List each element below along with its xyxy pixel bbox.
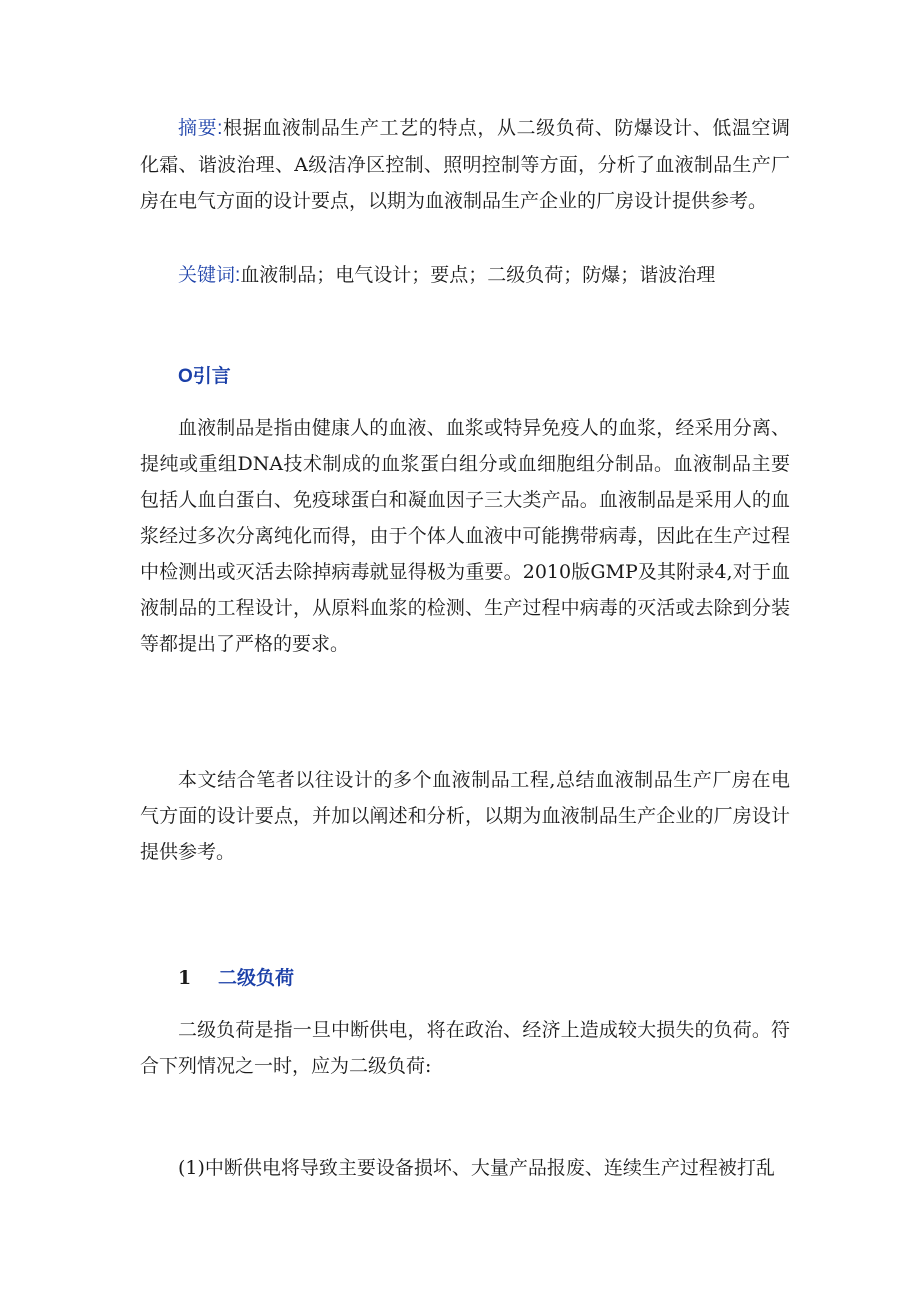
secondary-load-paragraph-1: 二级负荷是指一旦中断供电，将在政治、经济上造成较大损失的负荷。符合下列情况之一时，应为二级负荷: xyxy=(140,1019,790,1077)
abstract-text: 根据血液制品生产工艺的特点，从二级负荷、防爆设计、低温空调化霜、谐波治理、A级洁净区控制、照明控制等方面，分析了血液制品生产厂房在电气方面的设计要点，以期为血液制品生产企业的厂房设计提供参考。 xyxy=(140,117,790,212)
secondary-load-list-item-1: (1)中断供电将导致主要设备损坏、大量产品报废、连续生产过程被打乱 xyxy=(178,1157,775,1179)
keywords-text: 血液制品；电气设计；要点；二级负荷；防爆；谐波治理 xyxy=(240,264,716,286)
section-heading-introduction: O引言 xyxy=(178,366,231,387)
abstract-label: 摘要: xyxy=(178,118,223,139)
keywords-paragraph xyxy=(140,257,790,294)
abstract-paragraph xyxy=(140,110,790,219)
section-heading-secondary-load xyxy=(178,964,294,993)
section-title: 二级负荷 xyxy=(218,968,295,989)
keywords-label: 关键词: xyxy=(178,265,241,286)
intro-paragraph-1: 血液制品是指由健康人的血液、血浆或特异免疫人的血浆，经采用分离、提纯或重组DNA技术制成的血浆蛋白组分或血细胞组分制品。血液制品主要包括人血白蛋白、免疫球蛋白和凝血因子三大类产品。血液制品是采用人的血浆经过多次分离纯化而得，由于个体人血液中可能携带病毒，因此在生产过程中检测出或灭活去除掉病毒就显得极为重要。2010版GMP及其附录4,对于血液制品的工程设计，从原料血浆的检测、生产过程中病毒的灭活或去除到分装等都提出了严格的要求。 xyxy=(140,417,790,655)
section-number: 1 xyxy=(178,967,192,989)
intro-paragraph-2: 本文结合笔者以往设计的多个血液制品工程,总结血液制品生产厂房在电气方面的设计要点，并加以阐述和分析，以期为血液制品生产企业的厂房设计提供参考。 xyxy=(140,769,790,863)
